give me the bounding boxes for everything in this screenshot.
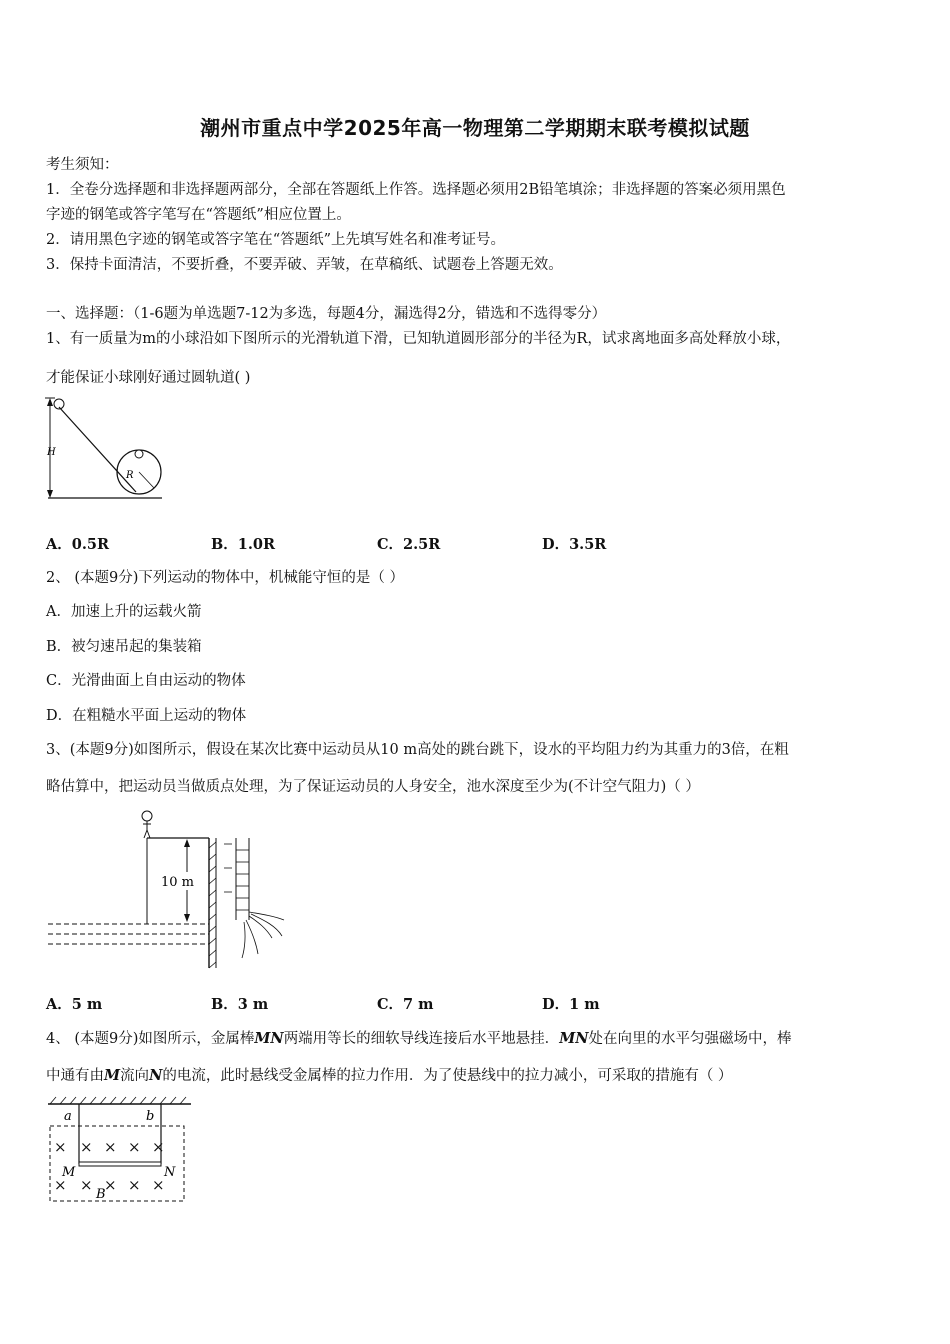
q4-label-m: M	[62, 1165, 76, 1180]
notice-item: 2．请用黑色字迹的钢笔或答字笔在“答题纸”上先填写姓名和准考证号。	[46, 232, 506, 248]
q3-option-d: D．1 m	[542, 996, 600, 1013]
q3-stem-line1: 3、(本题9分)如图所示，假设在某次比赛中运动员从10 m高处的跳台跳下，设水的平均阻力约为其重力的3倍，在粗	[46, 742, 789, 758]
page-title: 潮州市重点中学2025年高一物理第二学期期末联考模拟试题	[200, 116, 750, 140]
q2-option-d: D．在粗糙水平面上运动的物体	[46, 708, 247, 724]
q2-stem: 2、 (本题9分)下列运动的物体中，机械能守恒的是（ ）	[46, 570, 404, 586]
q3-option-c: C．7 m	[377, 996, 434, 1013]
q4-label-a: a	[64, 1109, 72, 1124]
q4-text: 两端用等长的细软导线连接后水平地悬挂．	[283, 1031, 560, 1047]
q1-figure-loop-track	[40, 392, 170, 507]
q1-option-c: C．2.5R	[377, 536, 441, 553]
notice-item: 1．全卷分选择题和非选择题两部分，全部在答题纸上作答。选择题必须用2B铅笔填涂；非选择题的答案必须用黑色	[46, 182, 786, 198]
q4-symbol: N	[149, 1067, 163, 1084]
q4-field-cross: ×	[152, 1138, 165, 1156]
q4-label-field-b: B	[96, 1187, 106, 1202]
q3-option-b: B．3 m	[211, 996, 269, 1013]
q4-text: 的电流，此时悬线受金属棒的拉力作用．为了使悬线中的拉力减小，可采取的措施有（ ）	[162, 1068, 733, 1084]
q4-stem-line2	[46, 1064, 732, 1085]
q4-field-cross: ×	[80, 1176, 93, 1194]
q3-option-a: A．5 m	[46, 996, 103, 1013]
q4-label-b: b	[146, 1109, 155, 1124]
q1-r-label: R	[126, 470, 134, 481]
q4-text: 处在向里的水平匀强磁场中，棒	[588, 1031, 792, 1047]
q4-label-n: N	[164, 1165, 176, 1180]
q1-h-label: H	[47, 447, 56, 458]
q4-symbol: MN	[559, 1030, 589, 1047]
q4-figure-magnetic-field	[46, 1094, 196, 1206]
q4-text: 流向	[120, 1068, 150, 1084]
q4-stem-line1	[46, 1027, 792, 1048]
q4-field-cross: ×	[128, 1176, 141, 1194]
q4-symbol: M	[104, 1067, 121, 1084]
q4-field-cross: ×	[128, 1138, 141, 1156]
q4-field-cross: ×	[104, 1138, 117, 1156]
q4-field-cross: ×	[54, 1138, 67, 1156]
q2-option-b: B．被匀速吊起的集装箱	[46, 639, 202, 655]
section-heading: 一、选择题：（1-6题为单选题7-12为多选，每题4分，漏选得2分，错选和不选得零分）	[46, 306, 607, 322]
q1-option-d: D．3.5R	[542, 536, 607, 553]
q1-option-a: A．0.5R	[46, 536, 110, 553]
q4-field-cross: ×	[152, 1176, 165, 1194]
q4-field-cross: ×	[54, 1176, 67, 1194]
q4-text: 中通有由	[46, 1068, 104, 1084]
q1-option-b: B．1.0R	[211, 536, 276, 553]
notice-item: 3．保持卡面清洁，不要折叠，不要弄破、弄皱，在草稿纸、试题卷上答题无效。	[46, 257, 563, 273]
q2-option-c: C．光滑曲面上自由运动的物体	[46, 673, 246, 689]
q3-figure-diving-platform	[46, 808, 296, 973]
q1-stem-line1: 1、有一质量为m的小球沿如下图所示的光滑轨道下滑，已知轨道圆形部分的半径为R，试求离地面多高处释放小球，	[46, 331, 791, 347]
q2-option-a: A．加速上升的运载火箭	[46, 604, 202, 620]
q4-field-cross: ×	[104, 1176, 117, 1194]
q4-field-cross: ×	[80, 1138, 93, 1156]
notice-heading: 考生须知：	[46, 157, 119, 173]
q1-stem-line2: 才能保证小球刚好通过圆轨道( )	[46, 370, 251, 386]
q3-stem-line2: 略估算中，把运动员当做质点处理，为了保证运动员的人身安全，池水深度至少为(不计空气阻力)（ ）	[46, 779, 700, 795]
notice-item: 字迹的钢笔或答字笔写在“答题纸”相应位置上。	[46, 207, 351, 223]
q3-height-label: 10 m	[161, 875, 195, 890]
q4-symbol: MN	[254, 1030, 284, 1047]
q4-text: 4、 (本题9分)如图所示，金属棒	[46, 1031, 255, 1047]
